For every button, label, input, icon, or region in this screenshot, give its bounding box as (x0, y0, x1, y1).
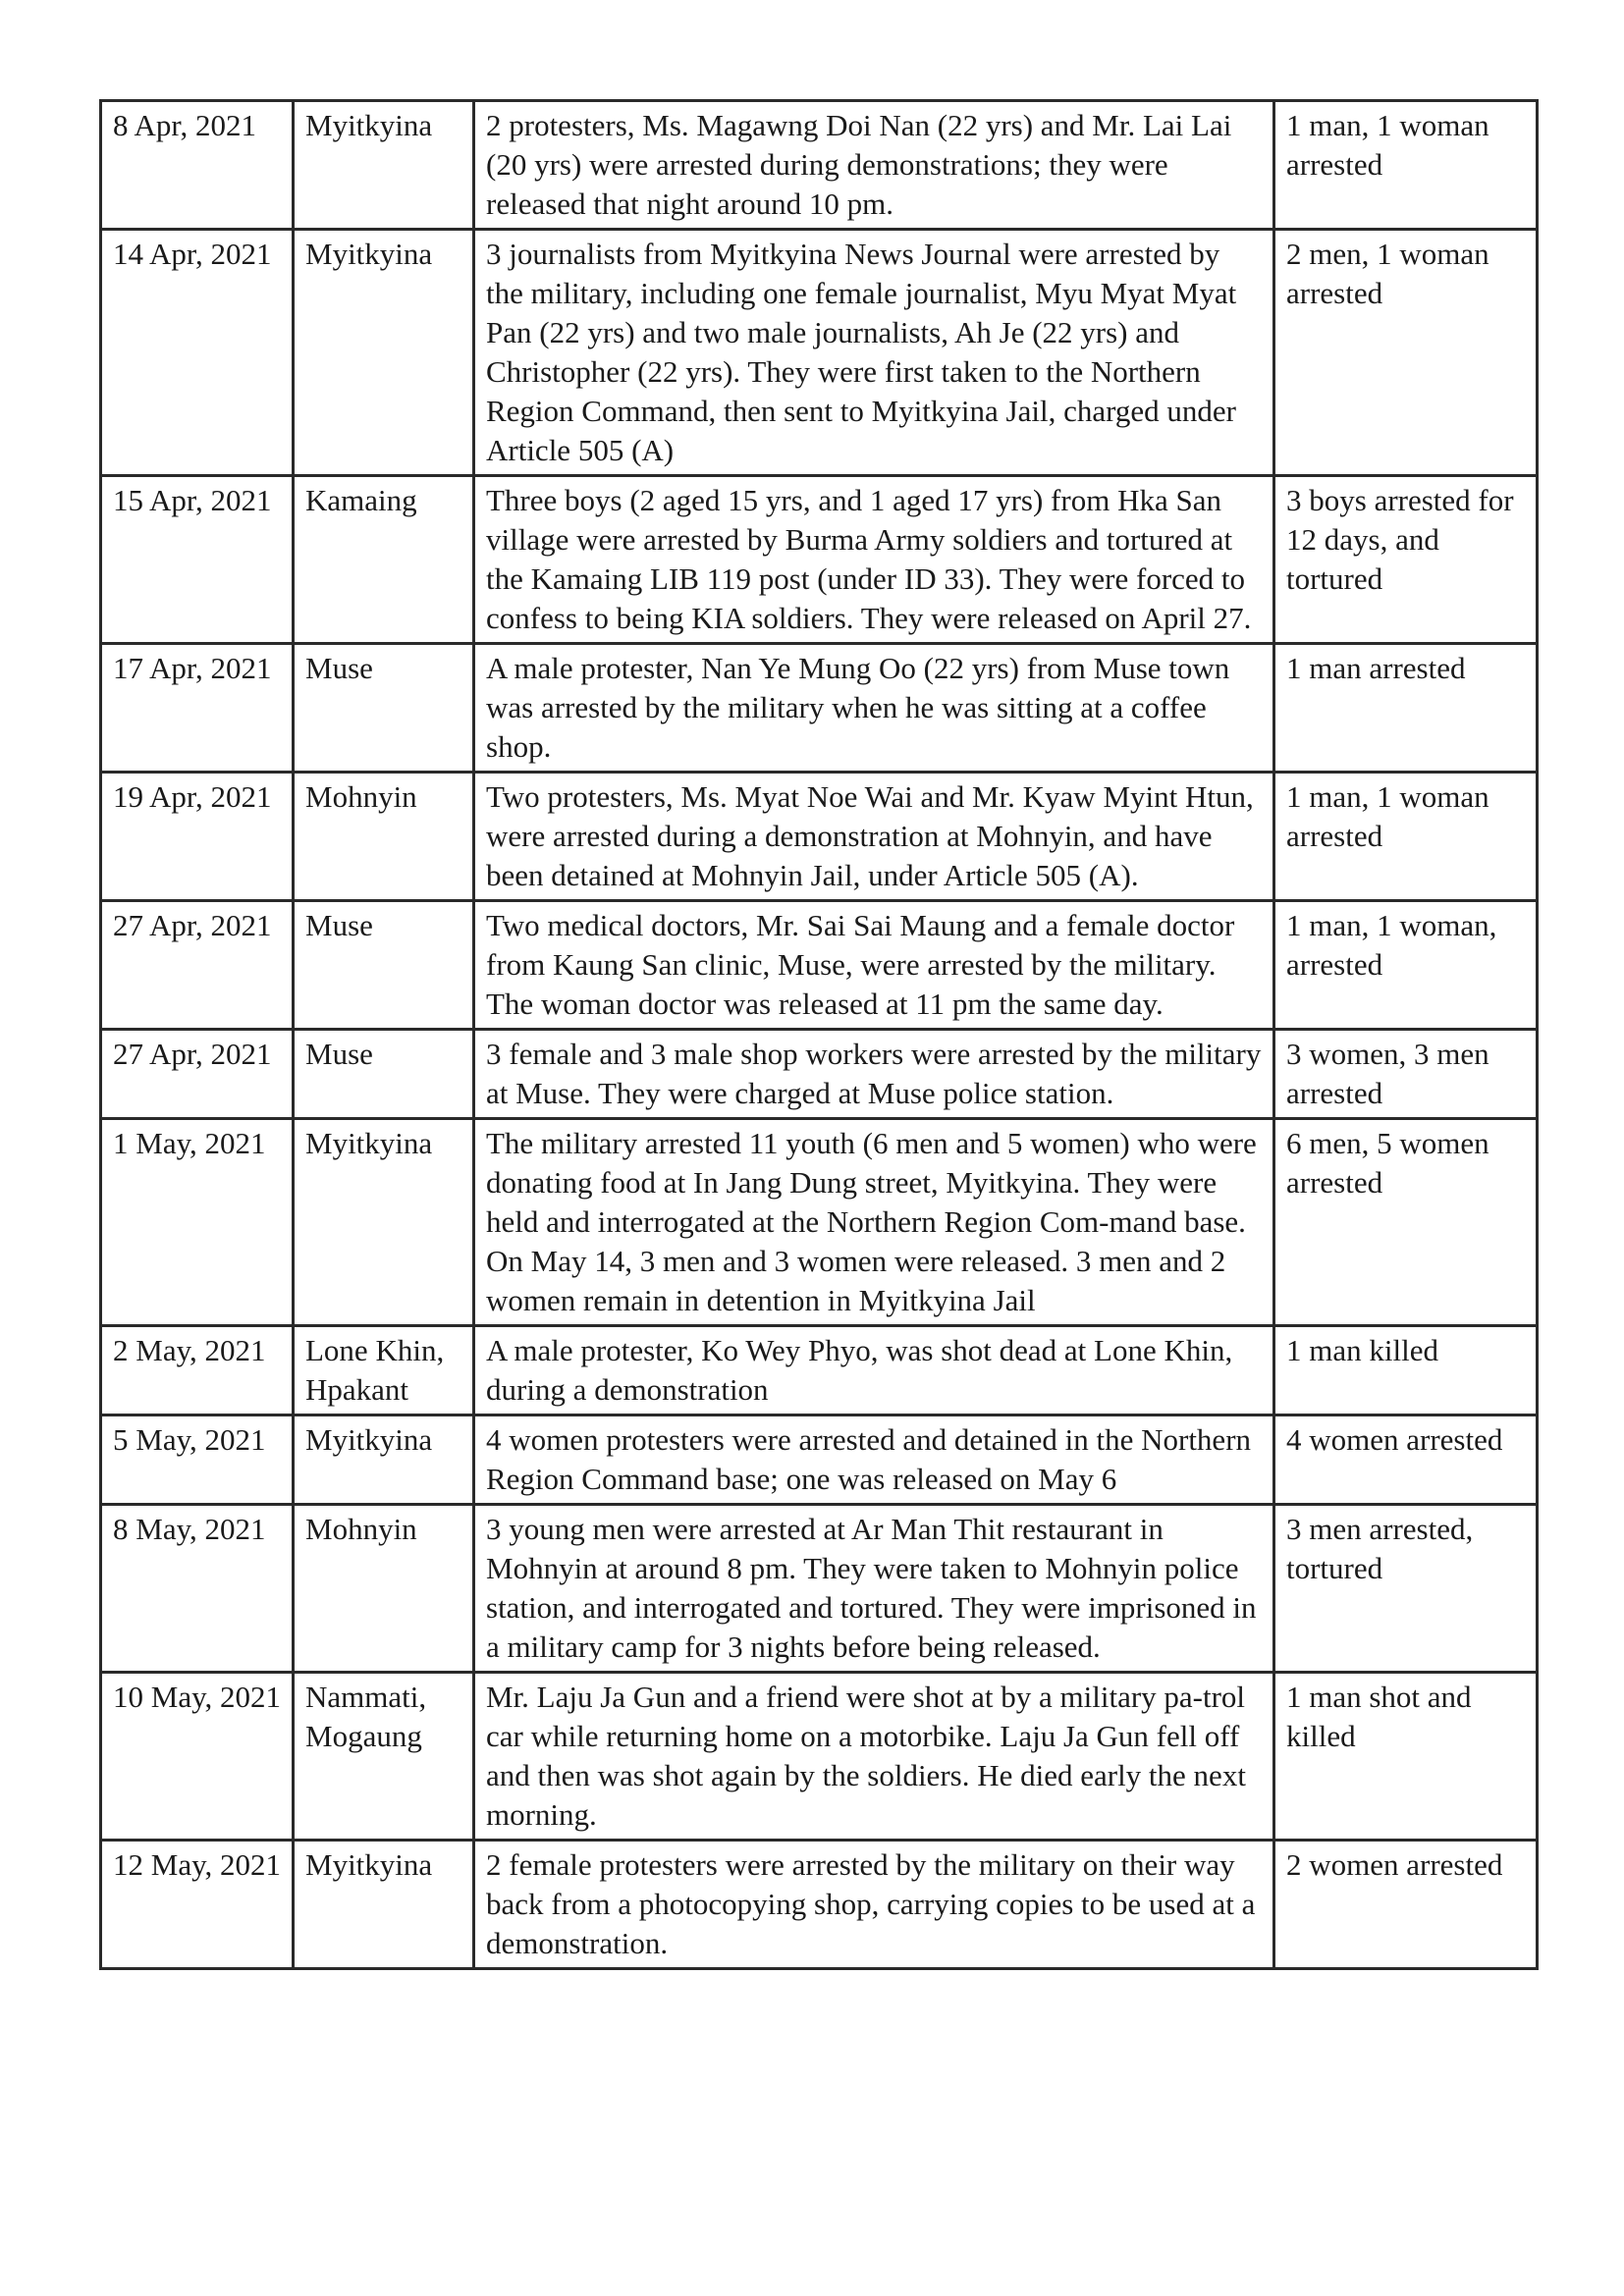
table-row (101, 773, 1538, 901)
location-cell: Muse (294, 1030, 474, 1119)
table-row (101, 1505, 1538, 1673)
description-cell: 2 protesters, Ms. Magawng Doi Nan (22 yrs) and Mr. Lai Lai (20 yrs) were arrested during demonstrations; they were released that night around 10 pm. (474, 101, 1274, 230)
location-cell: Mohnyin (294, 1505, 474, 1673)
date-cell: 15 Apr, 2021 (101, 476, 294, 644)
table-row (101, 1119, 1538, 1326)
description-cell: A male protester, Ko Wey Phyo, was shot dead at Lone Khin, during a demonstration (474, 1326, 1274, 1415)
outcome-cell: 1 man, 1 woman, arrested (1274, 901, 1538, 1030)
description-cell: Mr. Laju Ja Gun and a friend were shot at by a military pa-trol car while returning home on a motorbike. Laju Ja Gun fell off and then was shot again by the soldiers. He died early the next morning. (474, 1673, 1274, 1841)
location-cell: Myitkyina (294, 101, 474, 230)
description-cell: 2 female protesters were arrested by the military on their way back from a photocopying shop, carrying copies to be used at a demonstration. (474, 1841, 1274, 1969)
outcome-cell: 4 women arrested (1274, 1415, 1538, 1505)
location-cell: Myitkyina (294, 1841, 474, 1969)
date-cell: 1 May, 2021 (101, 1119, 294, 1326)
table-row (101, 1415, 1538, 1505)
incident-table (99, 99, 1539, 1970)
date-cell: 12 May, 2021 (101, 1841, 294, 1969)
outcome-cell: 1 man, 1 woman arrested (1274, 101, 1538, 230)
location-cell: Myitkyina (294, 1119, 474, 1326)
description-cell: 3 journalists from Myitkyina News Journal were arrested by the military, including one female journalist, Myu Myat Myat Pan (22 yrs) and two male journalists, Ah Je (22 yrs) and Christopher (22 yrs). They were first taken to the Northern Region Command, then sent to Myitkyina Jail, charged under Article 505 (A) (474, 230, 1274, 476)
outcome-cell: 1 man, 1 woman arrested (1274, 773, 1538, 901)
description-cell: Two protesters, Ms. Myat Noe Wai and Mr. Kyaw Myint Htun, were arrested during a demonstration at Mohnyin, and have been detained at Mohnyin Jail, under Article 505 (A). (474, 773, 1274, 901)
table-row (101, 1673, 1538, 1841)
outcome-cell: 1 man killed (1274, 1326, 1538, 1415)
table-row (101, 1030, 1538, 1119)
description-cell: 4 women protesters were arrested and detained in the Northern Region Command base; one was released on May 6 (474, 1415, 1274, 1505)
date-cell: 8 Apr, 2021 (101, 101, 294, 230)
date-cell: 5 May, 2021 (101, 1415, 294, 1505)
location-cell: Kamaing (294, 476, 474, 644)
date-cell: 8 May, 2021 (101, 1505, 294, 1673)
description-cell: 3 female and 3 male shop workers were arrested by the military at Muse. They were charged at Muse police station. (474, 1030, 1274, 1119)
table-row (101, 1326, 1538, 1415)
location-cell: Mohnyin (294, 773, 474, 901)
outcome-cell: 2 men, 1 woman arrested (1274, 230, 1538, 476)
date-cell: 27 Apr, 2021 (101, 901, 294, 1030)
outcome-cell: 1 man arrested (1274, 644, 1538, 773)
outcome-cell: 3 women, 3 men arrested (1274, 1030, 1538, 1119)
location-cell: Muse (294, 644, 474, 773)
date-cell: 2 May, 2021 (101, 1326, 294, 1415)
table-row (101, 230, 1538, 476)
description-cell: Two medical doctors, Mr. Sai Sai Maung and a female doctor from Kaung San clinic, Muse, were arrested by the military. The woman doctor was released at 11 pm the same day. (474, 901, 1274, 1030)
description-cell: 3 young men were arrested at Ar Man Thit restaurant in Mohnyin at around 8 pm. They were taken to Mohnyin police station, and interrogated and tortured. They were imprisoned in a military camp for 3 nights before being released. (474, 1505, 1274, 1673)
table-row (101, 101, 1538, 230)
date-cell: 27 Apr, 2021 (101, 1030, 294, 1119)
date-cell: 17 Apr, 2021 (101, 644, 294, 773)
table-row (101, 1841, 1538, 1969)
table-row (101, 644, 1538, 773)
outcome-cell: 2 women arrested (1274, 1841, 1538, 1969)
outcome-cell: 3 men arrested, tortured (1274, 1505, 1538, 1673)
description-cell: The military arrested 11 youth (6 men and 5 women) who were donating food at In Jang Dung street, Myitkyina. They were held and interrogated at the Northern Region Com-mand base. On May 14, 3 men and 3 women were released. 3 men and 2 women remain in detention in Myitkyina Jail (474, 1119, 1274, 1326)
description-cell: Three boys (2 aged 15 yrs, and 1 aged 17 yrs) from Hka San village were arrested by Burma Army soldiers and tortured at the Kamaing LIB 119 post (under ID 33). They were forced to confess to being KIA soldiers. They were released on April 27. (474, 476, 1274, 644)
outcome-cell: 3 boys arrested for 12 days, and tortured (1274, 476, 1538, 644)
description-cell: A male protester, Nan Ye Mung Oo (22 yrs) from Muse town was arrested by the military when he was sitting at a coffee shop. (474, 644, 1274, 773)
location-cell: Lone Khin, Hpakant (294, 1326, 474, 1415)
location-cell: Myitkyina (294, 1415, 474, 1505)
location-cell: Myitkyina (294, 230, 474, 476)
outcome-cell: 1 man shot and killed (1274, 1673, 1538, 1841)
table-row (101, 901, 1538, 1030)
location-cell: Nammati, Mogaung (294, 1673, 474, 1841)
date-cell: 19 Apr, 2021 (101, 773, 294, 901)
date-cell: 14 Apr, 2021 (101, 230, 294, 476)
table-row (101, 476, 1538, 644)
outcome-cell: 6 men, 5 women arrested (1274, 1119, 1538, 1326)
date-cell: 10 May, 2021 (101, 1673, 294, 1841)
location-cell: Muse (294, 901, 474, 1030)
